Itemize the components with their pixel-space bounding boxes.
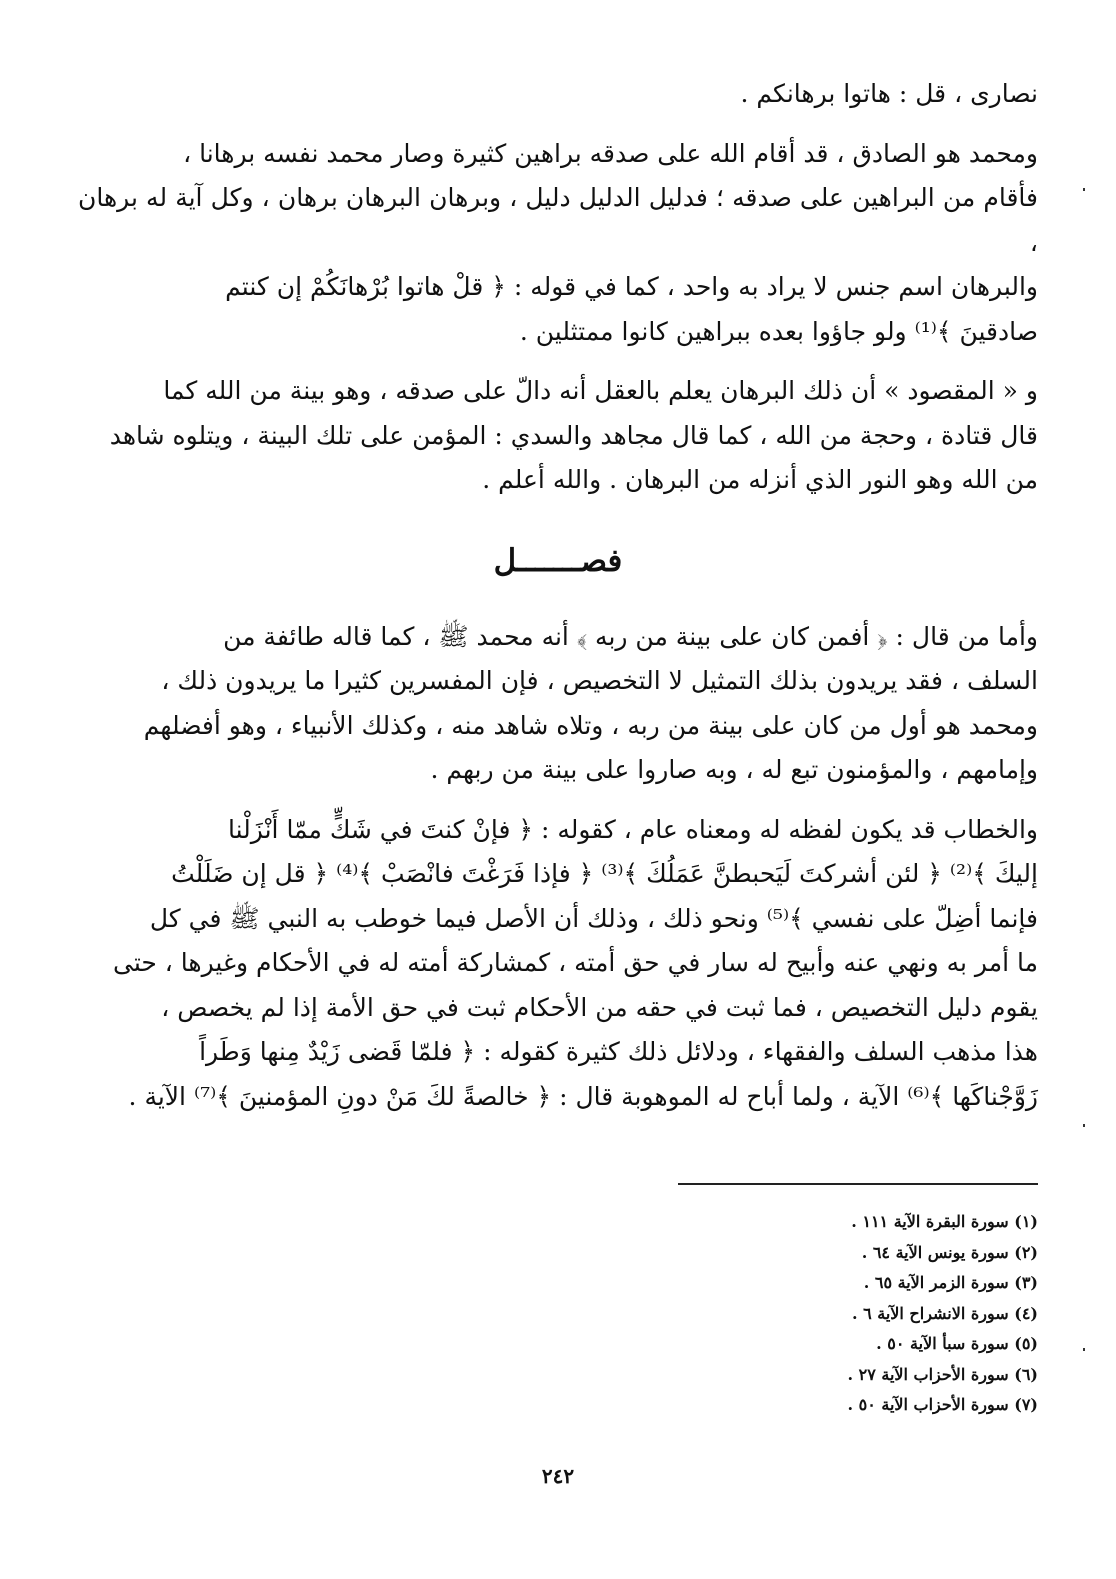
text-line: فأقام من البراهين على صدقه ؛ فدليل الدليل دليل ، وبرهان البرهان برهان ، وكل آية له برهان ، bbox=[78, 183, 1038, 257]
text-line: يقوم دليل التخصيص ، فما ثبت في حقه من الأحكام ثبت في حق الأمة إذا لم يخصص ، bbox=[161, 992, 1038, 1022]
text-line: والخطاب قد يكون لفظه له ومعناه عام ، كقوله : ﴿ فإنْ كنتَ في شَكٍّ ممّا أَنْزَلْنا bbox=[228, 814, 1038, 844]
footnote-item: (٥) سورة سبأ الآية ٥٠ . bbox=[876, 1334, 1038, 1353]
footnote-item: (١) سورة البقرة الآية ١١١ . bbox=[851, 1212, 1038, 1231]
footnote-item: (٧) سورة الأحزاب الآية ٥٠ . bbox=[847, 1395, 1038, 1414]
footnotes-list bbox=[438, 1207, 1038, 1421]
footnote-item: (٣) سورة الزمر الآية ٦٥ . bbox=[863, 1273, 1038, 1292]
footnote-divider bbox=[678, 1183, 1038, 1185]
footnote-item: (٤) سورة الانشراح الآية ٦ . bbox=[851, 1303, 1038, 1323]
text-line: ومحمد هو أول من كان على بينة من ربه ، وتلاه شاهد منه ، وكذلك الأنبياء ، وهو أفضلهم bbox=[143, 710, 1038, 740]
paragraph bbox=[78, 369, 1038, 503]
paragraph bbox=[78, 132, 1038, 355]
text-line: إليكَ ﴾⁽²⁾ ﴿ لئن أشركتَ لَيَحبطنَّ عَمَلُكَ ﴾⁽³⁾ ﴿ فإذا فَرَغْتَ فانْصَبْ ﴾⁽⁴⁾ ﴿ قل إن ضَلَلْتُ bbox=[171, 859, 1038, 888]
text-line: فإنما أضِلّ على نفسي ﴾⁽⁵⁾ ونحو ذلك ، وذلك أن الأصل فيما خوطب به النبي ﷺ في كل bbox=[149, 903, 1038, 933]
text-line: ما أمر به ونهي عنه وأبيح له سار في حق أمته ، كمشاركة أمته له في الأحكام وغيرها ، حتى bbox=[113, 948, 1038, 977]
paragraph bbox=[78, 615, 1038, 793]
paragraph bbox=[78, 72, 1038, 117]
main-text bbox=[78, 72, 1038, 1134]
text-line: وإمامهم ، والمؤمنون تبع له ، وبه صاروا على بينة من ربهم . bbox=[430, 755, 1038, 784]
section-heading: فصـــــــل bbox=[493, 542, 623, 579]
text-line: قال قتادة ، وحجة من الله ، كما قال مجاهد والسدي : المؤمن على تلك البينة ، ويتلوه شاهد bbox=[109, 420, 1038, 450]
footnote-item: (٦) سورة الأحزاب الآية ٢٧ . bbox=[847, 1364, 1038, 1384]
text-line: صادقينَ ﴾⁽¹⁾ ولو جاؤوا بعده ببراهين كانوا ممتثلين . bbox=[519, 316, 1038, 346]
text-line: ومحمد هو الصادق ، قد أقام الله على صدقه براهين كثيرة وصار محمد نفسه برهانا ، bbox=[183, 138, 1038, 168]
paragraph bbox=[78, 808, 1038, 1120]
margin-dot bbox=[1083, 1348, 1085, 1351]
margin-dot bbox=[1083, 188, 1085, 191]
margin-dot bbox=[1083, 1124, 1085, 1127]
text-line: زَوَّجْناكَها ﴾⁽⁶⁾ الآية ، ولما أباح له الموهوبة قال : ﴿ خالصةً لكَ مَنْ دونِ المؤمنينَ ﴾⁽⁷⁾ الآية . bbox=[128, 1081, 1038, 1111]
text-line: من الله وهو النور الذي أنزله من البرهان . والله أعلم . bbox=[482, 465, 1038, 494]
text-line: السلف ، فقد يريدون بذلك التمثيل لا التخصيص ، فإن المفسرين كثيرا ما يريدون ذلك ، bbox=[161, 666, 1038, 695]
text-line: والبرهان اسم جنس لا يراد به واحد ، كما في قوله : ﴿ قلْ هاتوا بُرْهانَكُمْ إن كنتم bbox=[225, 272, 1038, 301]
page-number: ٢٤٢ bbox=[541, 1464, 575, 1488]
text-line: وأما من قال : ﴿ أفمن كان على بينة من ربه ﴾ أنه محمد ﷺ ، كما قاله طائفة من bbox=[223, 621, 1038, 651]
footnote-item: (٢) سورة يونس الآية ٦٤ . bbox=[861, 1242, 1038, 1262]
text-line: هذا مذهب السلف والفقهاء ، ودلائل ذلك كثيرة كقوله : ﴿ فلمّا قَضى زَيْدٌ مِنها وَطَراً bbox=[199, 1037, 1038, 1066]
text-line: نصارى ، قل : هاتوا برهانكم . bbox=[740, 79, 1038, 108]
text-line: و « المقصود » أن ذلك البرهان يعلم بالعقل أنه دالّ على صدقه ، وهو بينة من الله كما bbox=[163, 376, 1038, 405]
